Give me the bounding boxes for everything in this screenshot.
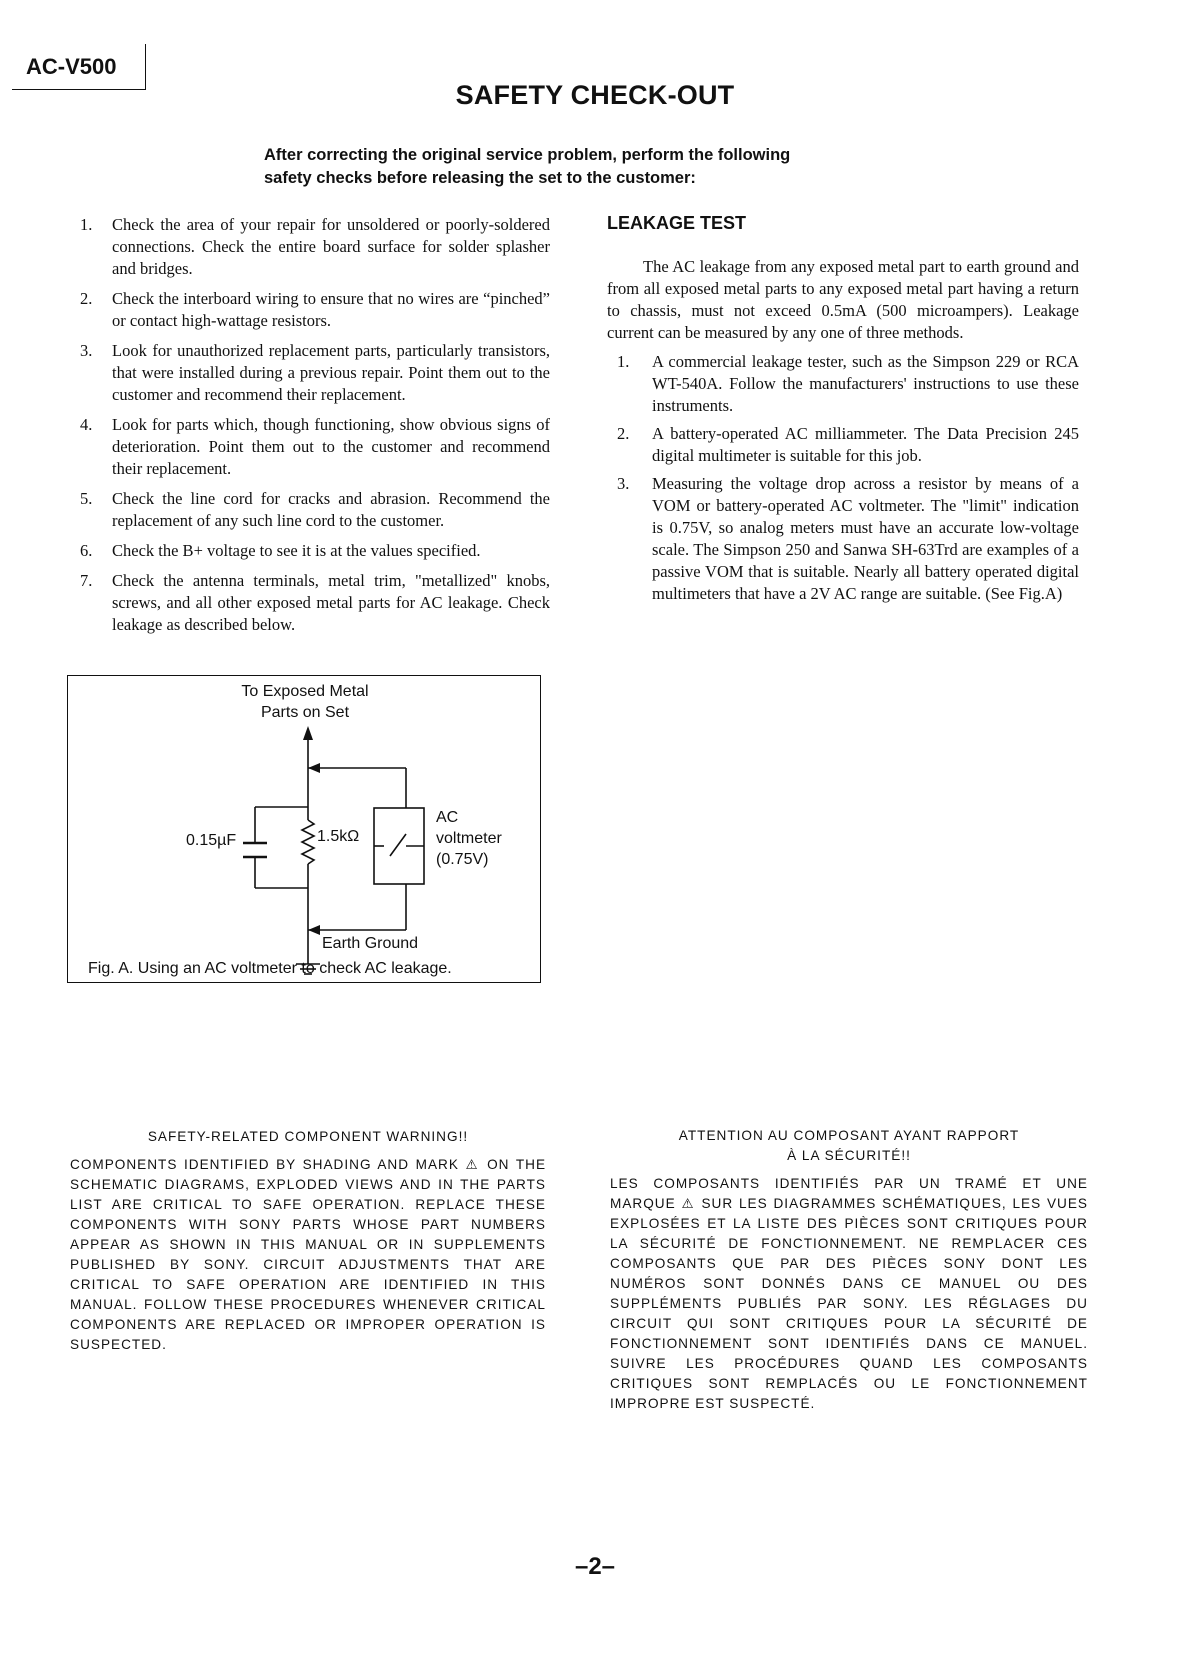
warning-body-fr-start: LES COMPOSANTS IDENTIFIÉS PAR UN TRAMÉ ET UNE MARQUE (610, 1176, 1088, 1211)
method-number: 2. (617, 424, 630, 443)
method-text: Measuring the voltage drop across a resistor by means of a VOM or battery-operated AC voltmeter. The "limit" indication is 0.75V, so analog meters must have an accurate low-voltage scale. The Simpson 250 and Sanwa SH-63Trd are examples of a passive VOM that is suitable. Nearly all battery operated digital multimeters that have a 2V AC range are suitable. (See Fig.A) (652, 474, 1079, 603)
page-number: –2– (574, 1553, 616, 1580)
check-text: Check the interboard wiring to ensure that no wires are “pinched” or contact high-wattage resistors. (112, 289, 550, 330)
figure-label-top-line-1: To Exposed Metal (241, 683, 369, 700)
warning-title-fr (610, 1126, 1088, 1166)
intro-line-1: After correcting the original service problem, perform the following (264, 146, 791, 164)
check-text: Look for parts which, though functioning, show obvious signs of deterioration. Point them out to the customer and recommend their replacement. (112, 415, 550, 478)
method-number: 1. (617, 352, 630, 371)
warning-body-fr-end: SUR LES DIAGRAMMES SCHÉMATIQUES, LES VUES EXPLOSÉES ET LA LISTE DES PIÈCES SONT CRITIQUES POUR LA SÉCURITÉ DE FONCTIONNEMENT. NE REMPLACER CES COMPOSANTS QUE PAR DES PIÈCES SONY DONT LES NUMÉROS SONT DONNÉS DANS CE MANUEL OU DES SUPPLÉMENTS PUBLIÉS PAR SONY. LES RÉGLAGES DU CIRCUIT QUI SONT CRITIQUES POUR LA SÉCURITÉ DE FONCTIONNEMENT SONT IDENTIFIÉS DANS CE MANUEL. SUIVRE LES PROCÉDURES QUAND LES COMPOSANTS CRITIQUES SONT REMPLACÉS OU LE FONCTIONNEMENT IMPROPRE EST SUSPECTÉ. (610, 1196, 1089, 1411)
method-item (607, 423, 1079, 467)
leakage-heading: LEAKAGE TEST (607, 213, 747, 233)
check-number: 1. (80, 215, 93, 234)
method-number: 3. (617, 474, 630, 493)
left-arrow-bottom-icon (308, 925, 320, 935)
warning-mark-icon: ⚠ (465, 1157, 481, 1172)
check-text: Check the antenna terminals, metal trim, "metallized" knobs, screws, and all other exposed metal parts for AC leakage. Check leakage as described below. (112, 571, 550, 634)
check-text: Check the line cord for cracks and abrasion. Recommend the replacement of any such line cord to the customer. (112, 489, 550, 530)
check-number: 3. (80, 341, 93, 360)
warning-body-en (70, 1155, 546, 1355)
voltmeter-label-line-3: (0.75V) (436, 851, 489, 868)
figure-label-top-line-2: Parts on Set (260, 704, 350, 721)
warning-title-fr-line-1: ATTENTION AU COMPOSANT AYANT RAPPORT (678, 1128, 1020, 1143)
method-item (607, 351, 1079, 417)
method-text: A commercial leakage tester, such as the Simpson 229 or RCA WT-540A. Follow the manufacturers' instructions to use these instruments. (652, 352, 1079, 415)
warning-body-en-start: COMPONENTS IDENTIFIED BY SHADING AND MARK (70, 1157, 459, 1172)
method-text: A battery-operated AC milliammeter. The Data Precision 245 digital multimeter is suitable for this job. (652, 424, 1079, 465)
warning-body-fr (610, 1174, 1088, 1414)
check-item (70, 340, 550, 406)
voltmeter-label-line-1: AC (436, 809, 459, 826)
model-number: AC-V500 (26, 54, 117, 79)
left-arrow-top-icon (308, 763, 320, 773)
check-text: Check the area of your repair for unsoldered or poorly-soldered connections. Check the entire board surface for solder splasher and bridges. (112, 215, 550, 278)
check-item (70, 414, 550, 480)
resistor-label: 1.5kΩ (317, 828, 360, 845)
figure-a (67, 675, 541, 983)
meter-needle (390, 834, 406, 856)
check-number: 5. (80, 489, 93, 508)
check-item (70, 214, 550, 280)
check-text: Look for unauthorized replacement parts, particularly transistors, that were installed during a previous repair. Point them out to the customer and recommend their replacement. (112, 341, 550, 404)
page-title: SAFETY CHECK-OUT (455, 80, 735, 110)
resistor-zigzag (302, 820, 314, 864)
check-text: Check the B+ voltage to see it is at the values specified. (112, 541, 481, 560)
safety-warning-fr (610, 1126, 1088, 1414)
check-item (70, 288, 550, 332)
check-item (70, 488, 550, 532)
capacitor-label: 0.15µF (186, 832, 237, 849)
voltmeter-label (436, 807, 502, 870)
safety-checklist (70, 214, 550, 644)
warning-title-en: SAFETY-RELATED COMPONENT WARNING!! (147, 1129, 469, 1144)
figure-caption: Fig. A. Using an AC voltmeter to check AC leakage. (88, 960, 452, 977)
check-number: 2. (80, 289, 93, 308)
leakage-methods (607, 351, 1079, 611)
method-item (607, 473, 1079, 605)
check-item (70, 570, 550, 636)
safety-warning-en (70, 1127, 546, 1355)
intro-instructions (264, 144, 884, 190)
earth-ground-label: Earth Ground (322, 935, 419, 952)
warning-title-fr-line-2: À LA SÉCURITÉ!! (787, 1148, 911, 1163)
warning-body-en-end: ON THE SCHEMATIC DIAGRAMS, EXPLODED VIEWS AND IN THE PARTS LIST ARE CRITICAL TO SAFE OPERATION. REPLACE THESE COMPONENTS WITH SONY PARTS WHOSE PART NUMBERS APPEAR AS SHOWN IN THIS MANUAL OR IN SUPPLEMENTS PUBLISHED BY SONY. CIRCUIT ADJUSTMENTS THAT ARE CRITICAL TO SAFE OPERATION ARE IDENTIFIED IN THIS MANUAL. FOLLOW THESE PROCEDURES WHENEVER CRITICAL COMPONENTS ARE REPLACED OR IMPROPER OPERATION IS SUSPECTED. (70, 1157, 547, 1352)
voltmeter-label-line-2: voltmeter (436, 830, 502, 847)
check-number: 7. (80, 571, 93, 590)
check-number: 4. (80, 415, 93, 434)
figure-label-top (68, 681, 542, 723)
up-arrow-icon (303, 726, 313, 740)
intro-line-2: safety checks before releasing the set to the customer: (264, 169, 696, 187)
check-item (70, 540, 550, 562)
check-number: 6. (80, 541, 93, 560)
leakage-intro: The AC leakage from any exposed metal part to earth ground and from all exposed metal parts to any exposed metal part having a return to chassis, must not exceed 0.5mA (500 microampers). Leakage current can be measured by any one of three methods. (607, 257, 1079, 342)
warning-mark-icon: ⚠ (681, 1196, 696, 1211)
